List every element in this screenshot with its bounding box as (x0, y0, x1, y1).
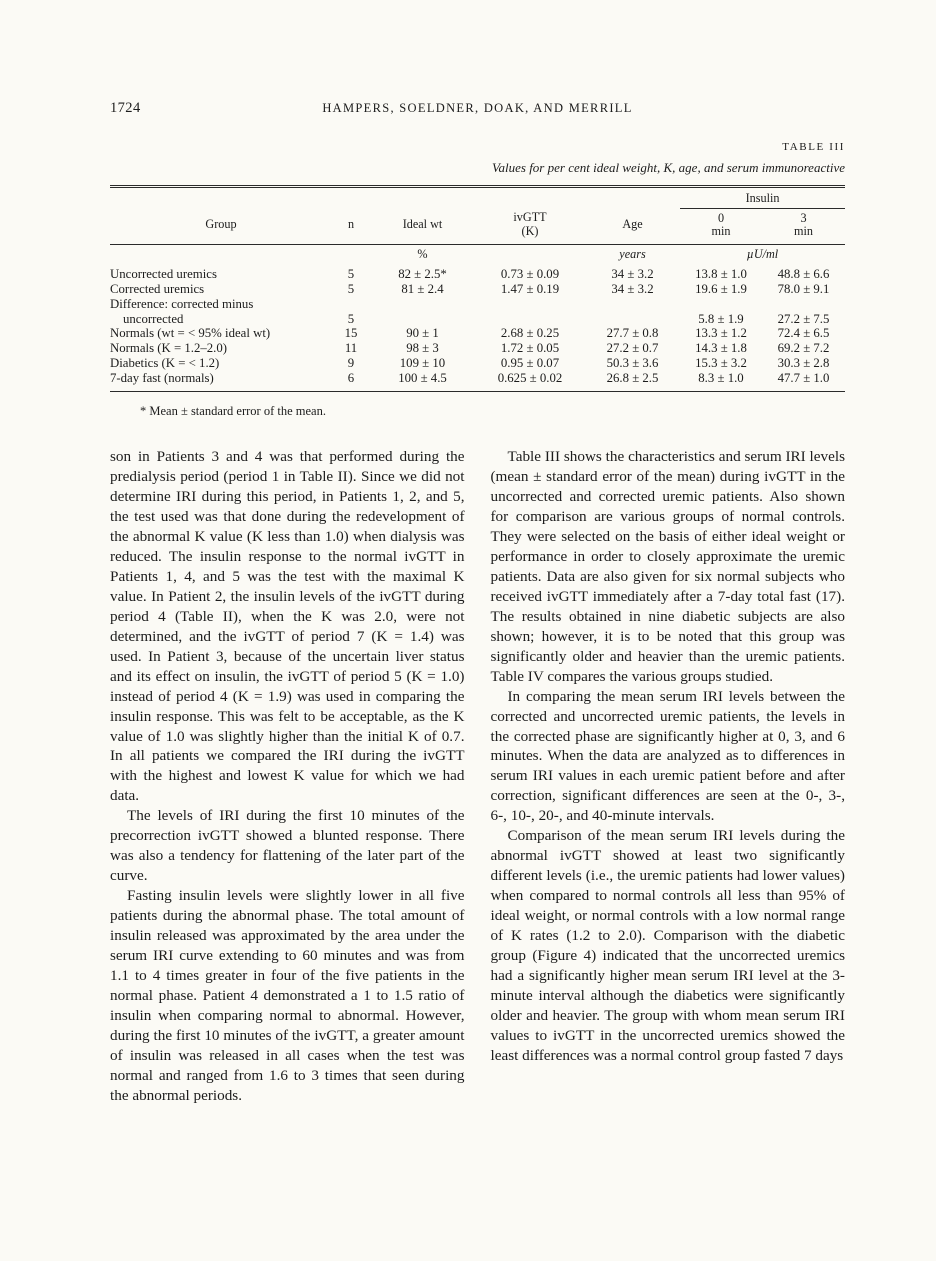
table-row (110, 341, 845, 356)
table-iii (110, 189, 845, 392)
cell-n: 11 (344, 341, 358, 356)
cell-insulin-3: 72.4 ± 6.5 (777, 326, 830, 341)
table-footnote: * Mean ± standard error of the mean. (140, 403, 326, 418)
cell-ideal-wt: 109 ± 10 (399, 356, 446, 371)
table-row (110, 356, 845, 371)
cell-ivgtt-k: 1.72 ± 0.05 (500, 341, 560, 356)
table-iii-block (110, 141, 845, 419)
text-column-left (110, 447, 465, 1106)
cell-age: 34 ± 3.2 (611, 281, 654, 296)
cell-insulin-3: 78.0 ± 9.1 (777, 281, 830, 296)
table-top-double-rule (110, 185, 845, 188)
cell-group: Normals (wt = < 95% ideal wt) (110, 326, 271, 341)
table-row (110, 297, 845, 327)
cell-age: 27.2 ± 0.7 (606, 341, 659, 356)
cell-age: 27.7 ± 0.8 (606, 326, 659, 341)
header-0-min: 0 min (680, 208, 762, 244)
cell-group: Corrected uremics (110, 281, 205, 296)
running-head: HAMPERS, SOELDNER, DOAK, AND MERRILL (322, 101, 633, 115)
header-insulin: Insulin (680, 189, 845, 208)
cell-ivgtt-k: 1.47 ± 0.19 (500, 281, 560, 296)
cell-age (585, 297, 680, 327)
cell-n: 15 (344, 326, 358, 341)
spacer-cell (110, 189, 680, 208)
cell-insulin-0: 8.3 ± 1.0 (698, 370, 744, 385)
header-group: Group (110, 208, 332, 244)
table-row (110, 371, 845, 391)
header-n: n (332, 208, 370, 244)
cell-group: Diabetics (K = < 1.2) (110, 356, 220, 371)
cell-insulin-0: 14.3 ± 1.8 (695, 341, 747, 356)
cell-insulin-3: 48.8 ± 6.6 (777, 266, 830, 281)
cell-ideal-wt: 90 ± 1 (406, 326, 439, 341)
cell-insulin-0: 19.6 ± 1.9 (695, 281, 747, 296)
text-column-right (491, 447, 846, 1106)
cell-group: Normals (K = 1.2–2.0) (110, 341, 228, 356)
cell-group: 7-day fast (normals) (110, 370, 214, 385)
cell-ivgtt-k: 2.68 ± 0.25 (500, 326, 560, 341)
cell-ideal-wt (370, 297, 475, 327)
cell-insulin-3: 30.3 ± 2.8 (777, 356, 830, 371)
header-3-min: 3 min (762, 208, 845, 244)
cell-ideal-wt: 82 ± 2.5* (398, 266, 447, 281)
body-text (110, 447, 845, 1106)
table-label: TABLE III (782, 141, 845, 153)
cell-n: 5 (347, 266, 355, 281)
units-row (110, 244, 845, 265)
cell-n: 5 (347, 281, 355, 296)
unit-age: years (619, 246, 646, 261)
table-row (110, 282, 845, 297)
cell-insulin-0: 5.8 ± 1.9 (698, 311, 744, 326)
cell-ideal-wt: 98 ± 3 (406, 341, 439, 356)
header-ivgtt-k: ivGTT (K) (475, 208, 585, 244)
cell-insulin-3: 47.7 ± 1.0 (777, 370, 830, 385)
cell-age: 34 ± 3.2 (611, 266, 654, 281)
unit-ideal-wt: % (417, 246, 428, 261)
cell-insulin-0: 13.3 ± 1.2 (695, 326, 747, 341)
cell-age: 26.8 ± 2.5 (606, 370, 659, 385)
cell-insulin-3: 69.2 ± 7.2 (777, 341, 830, 356)
unit-insulin: µU/ml (746, 246, 779, 261)
column-header-row (110, 208, 845, 244)
header-age: Age (585, 208, 680, 244)
paragraph: The levels of IRI during the first 10 minutes of the precorrection ivGTT showed a blunted response. There was also a tendency for flattening of the later part of the curve. (110, 807, 465, 885)
cell-age: 50.3 ± 3.6 (606, 356, 659, 371)
paragraph: Comparison of the mean serum IRI levels during the abnormal ivGTT showed at least two significantly different levels (i.e., the uremic patients had lower values) when compared to normal controls all less than 95% of ideal weight, or normal controls with a low normal range of K rates (1.2 to 2.0). Comparison with the diabetic group (Figure 4) indicated that the uncorrected uremics had a significantly higher mean serum IRI level at the 3-minute interval although the diabetics were significantly older and heavier. The group with whom mean serum IRI values to ivGTT in the uncorrected uremics showed the least differences was a normal control group fasted 7 days (490, 827, 845, 1065)
paragraph: Fasting insulin levels were slightly lower in all five patients during the abnormal phase. The total amount of insulin released was approximated by the area under the serum IRI curve extending to 60 minutes and was from 1.1 to 4 times greater in four of the five patients in the normal phase. Patient 4 demonstrated a 1 to 1.5 ratio of insulin when comparing normal to abnormal. However, during the first 10 minutes of the ivGTT, a greater amount of insulin was released in all cases when the test was normal and ranged from 1.6 to 3 times that seen during the abnormal periods. (110, 887, 465, 1105)
cell-ideal-wt: 100 ± 4.5 (398, 370, 447, 385)
page-number: 1724 (110, 100, 141, 116)
paragraph: son in Patients 3 and 4 was that performed during the predialysis period (period 1 in Table II). Since we did not determine IRI during this period, in Patients 1, 2, and 5, the test used was that done during the redevelopment of the abnormal K value (K less than 1.0) when dialysis was reduced. The insulin response to the normal ivGTT in Patients 1, 4, and 5 was the test with the maximal K value. In Patient 2, the insulin levels of the ivGTT during period 4 (Table II), when the K was 2.0, were not determined, and the ivGTT of period 7 (K = 1.4) was used. In Patient 3, because of the uncertain liver status and its effect on insulin, the ivGTT of period 5 (K = 1.0) instead of period 4 (K = 1.9) was used in comparing the insulin response. This was felt to be acceptable, as the K value of 1.0 was slightly higher than the initial K of 0.7. In all patients we compared the IRI during the ivGTT with the highest and lowest K value for which we had data. (110, 447, 465, 805)
cell-ideal-wt: 81 ± 2.4 (401, 281, 444, 296)
paragraph: Table III shows the characteristics and serum IRI levels (mean ± standard error of the mean) during ivGTT in the uncorrected and corrected uremic patients. Also shown for comparison are various groups of normal controls. They were selected on the basis of either ideal weight or performance in order to closely approximate the uremic patients. Data are also given for six normal subjects who received ivGTT immediately after a 7-day total fast (17). The results obtained in nine diabetic subjects are also shown; however, it is to be noted that this group was significantly older and heavier than the uremic patients. Table IV compares the various groups studied. (490, 447, 845, 685)
table-row (110, 326, 845, 341)
header-ideal-wt: Ideal wt (370, 208, 475, 244)
cell-group: Difference: corrected minus uncorrected (110, 296, 254, 326)
cell-group: Uncorrected uremics (110, 266, 217, 281)
cell-ivgtt-k (475, 297, 585, 327)
cell-n: 5 (347, 311, 355, 326)
cell-ivgtt-k: 0.73 ± 0.09 (500, 266, 560, 281)
spacer-cell (110, 244, 370, 265)
page-header (110, 99, 845, 118)
table-caption: Values for per cent ideal weight, K, age, and serum immunoreactive (492, 160, 845, 175)
cell-ivgtt-k: 0.625 ± 0.02 (497, 370, 563, 385)
cell-n: 9 (347, 356, 355, 371)
cell-ivgtt-k: 0.95 ± 0.07 (500, 356, 560, 371)
cell-insulin-0: 13.8 ± 1.0 (695, 266, 747, 281)
cell-insulin-3: 27.2 ± 7.5 (777, 311, 830, 326)
cell-insulin-0: 15.3 ± 3.2 (695, 356, 747, 371)
paragraph: In comparing the mean serum IRI levels between the corrected and uncorrected uremic patients, the levels in the corrected phase are significantly higher at 0, 3, and 6 minutes. When the data are analyzed as to differences in serum IRI values in each uremic patient before and after correction, significant differences are seen at the 0-, 3-, 6-, 10-, 20-, and 40-minute intervals. (490, 687, 845, 825)
cell-n: 6 (347, 370, 355, 385)
table-row (110, 265, 845, 282)
spacer-cell (475, 244, 585, 265)
insulin-header-row (110, 189, 845, 208)
